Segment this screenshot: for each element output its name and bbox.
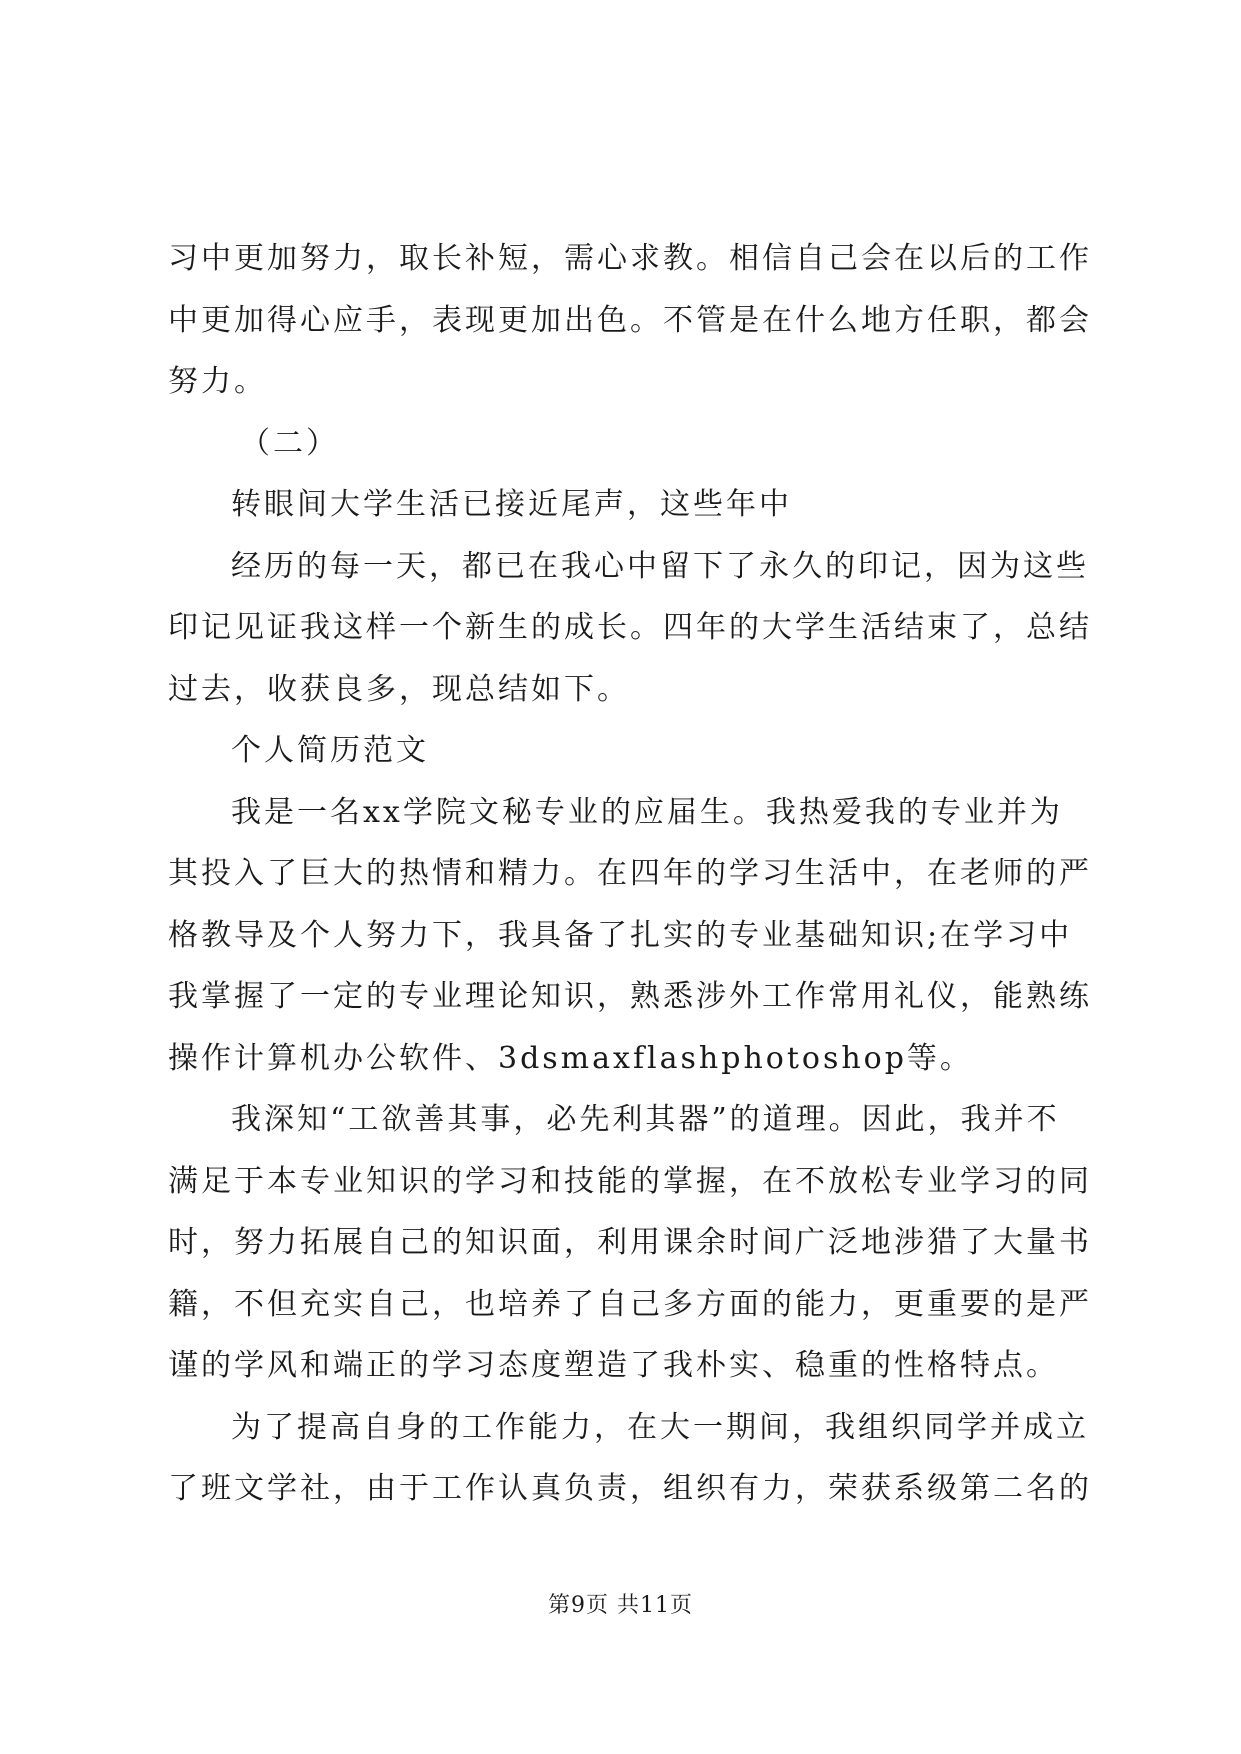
text-line: 转眼间大学生活已接近尾声，这些年中 <box>231 487 792 522</box>
text-line: 我深知“工欲善其事，必先利其器”的道理。因此，我并不 <box>231 1102 1060 1137</box>
text-line: 努力。 <box>168 364 267 399</box>
text-line: 中更加得心应手，表现更加出色。不管是在什么地方任职，都会 <box>168 302 1092 338</box>
text-line: 过去，收获良多，现总结如下。 <box>168 671 630 707</box>
text-line: 印记见证我这样一个新生的成长。四年的大学生活结束了，总结 <box>168 610 1092 645</box>
text-line: 籍，不但充实自己，也培养了自己多方面的能力，更重要的是严 <box>168 1286 1092 1322</box>
text-line: 了班文学社，由于工作认真负责，组织有力，荣获系级第二名的 <box>168 1471 1092 1506</box>
body-text <box>168 228 1092 1520</box>
text-line: 经历的每一天，都已在我心中留下了永久的印记，因为这些 <box>231 548 1089 584</box>
text-line: 我掌握了一定的专业理论知识，熟悉涉外工作常用礼仪，能熟练 <box>168 979 1092 1014</box>
text-line: 格教导及个人努力下，我具备了扎实的专业基础知识;在学习中 <box>168 917 1073 953</box>
text-line: 谨的学风和端正的学习态度塑造了我朴实、稳重的性格特点。 <box>168 1348 1059 1383</box>
page-number-footer: 第9页 共11页 <box>548 1593 693 1618</box>
section-heading: （二） <box>240 425 339 461</box>
text-line: 我是一名xx学院文秘专业的应届生。我热爱我的专业并为 <box>231 794 1063 830</box>
text-line: 为了提高自身的工作能力，在大一期间，我组织同学并成立 <box>231 1409 1089 1445</box>
text-line: 操作计算机办公软件、3dsmaxflashphotoshop等。 <box>168 1040 973 1076</box>
text-line: 时，努力拓展自己的知识面，利用课余时间广泛地涉猎了大量书 <box>168 1225 1092 1260</box>
text-line: 习中更加努力，取长补短，需心求教。相信自己会在以后的工作 <box>168 241 1092 276</box>
text-line: 满足于本专业知识的学习和技能的掌握，在不放松专业学习的同 <box>168 1163 1092 1199</box>
text-line: 其投入了巨大的热情和精力。在四年的学习生活中，在老师的严 <box>168 856 1092 891</box>
subheading: 个人简历范文 <box>231 733 429 768</box>
